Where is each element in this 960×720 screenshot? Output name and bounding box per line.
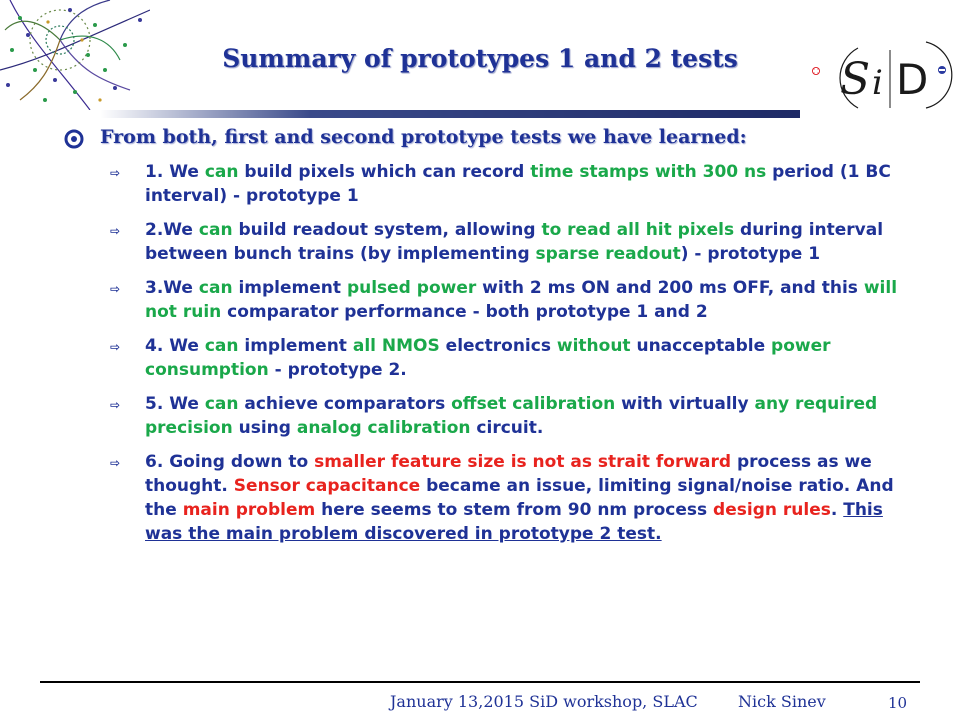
text-segment: design rules [713, 500, 831, 520]
text-segment: with virtually [615, 394, 755, 414]
arrow-bullet-icon: ⇨ [110, 456, 121, 470]
text-segment: using [232, 418, 297, 438]
text-segment: can [204, 394, 239, 414]
arrow-bullet-icon: ⇨ [110, 166, 121, 180]
text-segment: can [198, 220, 233, 240]
text-segment: all NMOS [352, 336, 440, 356]
text-segment: implement [232, 278, 347, 298]
svg-text:S: S [840, 54, 871, 105]
text-segment: process as we thought. [145, 452, 872, 496]
sub-bullet-list [110, 160, 900, 556]
bullet-icon [64, 129, 84, 149]
text-segment: unacceptable [630, 336, 772, 356]
sub-bullet-item [110, 334, 900, 382]
text-segment: build readout system, allowing [232, 220, 542, 240]
text-segment: during interval between bunch trains (by implementing [145, 220, 884, 264]
text-segment: power consumption [145, 336, 831, 380]
text-segment: build pixels which can record [238, 162, 531, 182]
text-segment: This was the main problem discovered in prototype 2 test. [145, 500, 883, 544]
footer-author: Nick Sinev [738, 692, 826, 711]
text-segment: can [204, 336, 239, 356]
text-segment: 2.We [145, 220, 199, 240]
text-segment: - prototype 2. [268, 360, 407, 380]
footer-divider [40, 681, 920, 683]
sub-bullet-item [110, 450, 900, 546]
text-segment: with 2 ms ON and 200 ms OFF, and this [476, 278, 864, 298]
page-number: 10 [888, 694, 908, 712]
text-segment: circuit. [470, 418, 544, 438]
main-bullet-text: From both, first and second prototype tests we have learned: [100, 126, 747, 148]
footer-date-event: January 13,2015 SiD workshop, SLAC [390, 692, 698, 711]
text-segment: can [204, 162, 239, 182]
text-segment: main problem [182, 500, 316, 520]
arrow-bullet-icon: ⇨ [110, 282, 121, 296]
sid-logo [796, 22, 960, 118]
text-segment: implement [238, 336, 353, 356]
text-segment: sparse readout [535, 244, 681, 264]
text-segment: period (1 BC interval) - prototype 1 [145, 162, 891, 206]
text-segment: to read all hit pixels [541, 220, 735, 240]
arrow-bullet-icon: ⇨ [110, 224, 121, 238]
text-segment: 5. We [145, 394, 205, 414]
text-segment: . [830, 500, 844, 520]
text-segment: ) - prototype 1 [680, 244, 821, 264]
text-segment: became an issue, limiting signal/noise ratio. And the [145, 476, 894, 520]
arrow-bullet-icon: ⇨ [110, 340, 121, 354]
sub-bullet-item [110, 160, 900, 208]
collision-event-graphic [0, 0, 150, 110]
text-segment: comparator performance - both prototype 1 and 2 [221, 302, 708, 322]
arrow-bullet-icon: ⇨ [110, 398, 121, 412]
sub-bullet-item [110, 392, 900, 440]
title-divider [100, 110, 800, 118]
text-segment: achieve comparators [238, 394, 452, 414]
sub-bullet-item [110, 218, 900, 266]
text-segment: 4. We [145, 336, 205, 356]
text-segment: any required precision [145, 394, 878, 438]
text-segment: 1. We [145, 162, 205, 182]
text-segment: 6. Going down to [145, 452, 315, 472]
text-segment: Sensor capacitance [233, 476, 421, 496]
text-segment: will not ruin [145, 278, 898, 322]
text-segment: pulsed power [346, 278, 477, 298]
text-segment: smaller feature size is not as strait forward [314, 452, 732, 472]
text-segment: without [556, 336, 631, 356]
text-segment: here seems to stem from 90 nm process [315, 500, 714, 520]
svg-text:i: i [872, 63, 883, 103]
text-segment: time stamps with 300 ns [530, 162, 767, 182]
text-segment: 3.We [145, 278, 199, 298]
footer-info [390, 692, 830, 711]
text-segment: offset calibration [451, 394, 616, 414]
svg-text:D: D [896, 55, 929, 104]
slide-title: Summary of prototypes 1 and 2 tests [222, 44, 738, 73]
text-segment: analog calibration [296, 418, 471, 438]
sub-bullet-item [110, 276, 900, 324]
text-segment: electronics [439, 336, 557, 356]
text-segment: can [198, 278, 233, 298]
